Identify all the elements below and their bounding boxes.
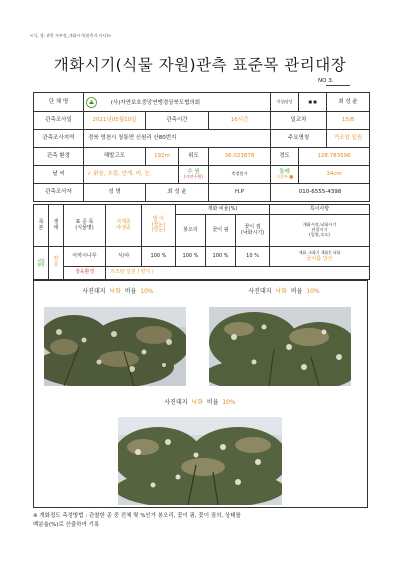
photo-caption-2: 사진대지 낙화 비율 10% — [248, 288, 320, 295]
head-ratio: 개화 비율(%) — [176, 205, 270, 215]
place-value: 경북 영천시 청통면 신원리 산80번지 — [84, 130, 271, 148]
time-label: 관측시간 — [146, 112, 209, 130]
head-planted: 식재종 야생종 — [106, 205, 142, 247]
page-title: 개화시기(식물 자원)관측 표준목 관리대장 — [53, 56, 347, 74]
circ-label: 둘레 — [279, 169, 290, 176]
spot-label: 주요명칭 — [271, 130, 327, 148]
alt-label: 해발고도 — [84, 148, 146, 166]
document-number-underline — [326, 85, 350, 86]
phone-value: 010-6555-4398 — [271, 184, 370, 202]
circ-sub: 지상부 ■ — [275, 174, 294, 180]
head-stage: 발 아 (꽃눈) (잎눈) — [142, 205, 176, 247]
top-note: <식, 생, 관측 자부정_개화시기(관측자 사사)> — [30, 33, 112, 38]
time-value: 16시간 — [209, 112, 271, 130]
row-flower: 100 % — [206, 247, 236, 267]
wind-label: 측정불가 — [209, 166, 271, 184]
place-label: 관측조사지역 — [34, 130, 84, 148]
row-stage: 100 % — [142, 247, 176, 267]
spot-value: 거조암 일원 — [327, 130, 370, 148]
footnote: ※ 개화정도 측정방법 : 관찰한 종 중 전체 몇 %인가 봉오리, 꽃이 핌, 꽃이 짐의, 상태를 백분율(%)로 산출하여 기록 — [33, 513, 241, 528]
person-name-value: 최 성 윤 — [146, 184, 209, 202]
lat-value: 36.023878 — [209, 148, 271, 166]
row-fall: 10 % — [236, 247, 270, 267]
water-label: 수 원 — [187, 169, 200, 176]
tree-photo-1 — [44, 307, 186, 386]
document-number: NO 3. — [318, 78, 334, 84]
env-label: 관측 환경 — [34, 148, 84, 166]
row-special-note: 개화 ,초화기 개화후 낙화 — [298, 250, 341, 256]
rep-mark: ■ ■ — [299, 93, 327, 112]
org-label: 단 체 명 — [34, 93, 84, 112]
rep-label: 작성/담당 — [271, 93, 299, 112]
org-name: (사)자연보호중앙연맹경상북도협의회 — [110, 99, 201, 106]
row-bud: 100 % — [176, 247, 206, 267]
row-special: 꽃이름 만산 — [306, 255, 333, 262]
head-special-sub: 개화시작,낙화시기 관찰시기 (일별,속도) — [270, 215, 370, 247]
tree-photo-3 — [118, 417, 282, 505]
head-standard-tree: 표 준 목 (식물명) — [64, 205, 106, 247]
row-standard-tree: 아까시나무 — [64, 247, 106, 267]
head-kind: 생 태 — [49, 205, 64, 247]
temp-label: 일교차 — [271, 112, 327, 130]
head-no: 목 본 — [34, 205, 49, 247]
head-fall: 꽃이 짐 (낙화시기) — [236, 215, 270, 247]
date-value: 2021년05월10일 — [84, 112, 146, 130]
lon-label: 경도 — [271, 148, 299, 166]
temp-value: 15/8 — [327, 112, 370, 130]
photo-caption-1: 사진대지 낙화 비율 10% — [82, 288, 154, 295]
water-sub: (자연수원) — [183, 174, 204, 180]
photo-caption-3: 사진대지 낙화 비율 10% — [164, 399, 236, 406]
observation-table — [33, 204, 370, 280]
weather-value: ✓ 맑음, 흐림, 안개, 비, 눈, — [84, 166, 179, 184]
person-label: 관측조사자 — [34, 184, 84, 202]
date-label: 관측조사일 — [34, 112, 84, 130]
lat-label: 위도 — [179, 148, 209, 166]
registry-table — [33, 92, 370, 202]
env-row-value: 거조암 일원 / 양지 / — [106, 267, 370, 280]
head-special: 특이사항 — [270, 205, 370, 215]
row-planted: 식/야 — [106, 247, 142, 267]
head-flower: 꽃이 핌 — [206, 215, 236, 247]
env-row-label: 생육환경 — [64, 267, 106, 280]
rep-name: 최 성 윤 — [327, 93, 370, 112]
organization-logo-icon — [86, 97, 97, 108]
head-bud: 봉오리 — [176, 215, 206, 247]
row-leaf-type: 낙엽 활엽 — [34, 247, 49, 280]
alt-value: 192m — [146, 148, 179, 166]
person-name-label: 성 명 — [84, 184, 146, 202]
lon-value: 128.783596 — [299, 148, 370, 166]
weather-label: 날 씨 — [34, 166, 84, 184]
row-kind: 양 호 — [49, 247, 64, 280]
phone-label: H.P — [209, 184, 271, 202]
tree-photo-2 — [209, 307, 351, 386]
circ-value: 34cm — [299, 166, 370, 184]
